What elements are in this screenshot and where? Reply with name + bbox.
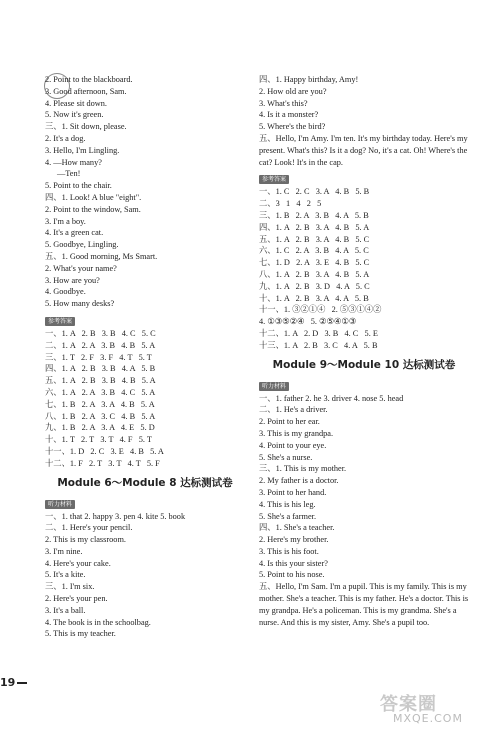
answer-row: 四、1. A 2. B 3. A 4. B 5. A: [259, 222, 370, 232]
text-line: 5. Where's the bird?: [259, 122, 326, 132]
text-line: 2. Here's my brother.: [259, 535, 329, 545]
text-line: 四、1. Happy birthday, Amy!: [259, 75, 359, 84]
text-line: 5. How many desks?: [45, 299, 115, 309]
text-line: 4. Here's your cake.: [45, 558, 111, 568]
answer-row: 八、1. B 2. A 3. C 4. B 5. A: [45, 411, 156, 421]
text-line: 五、1. Good morning, Ms Smart.: [45, 251, 158, 261]
text-line: 3. Hello, I'm Lingling.: [45, 145, 120, 155]
answer-row: 七、1. D 2. A 3. E 4. B 5. C: [259, 258, 370, 268]
text-line: 2. This is my classroom.: [45, 535, 126, 545]
answer-row: 十一、1. ③②①④ 2. ⑤③①④②: [259, 305, 382, 315]
text-line: 3. How are you?: [45, 275, 100, 285]
listening-badge: 听力材料: [45, 500, 75, 509]
text-line: 四、1. Look! A blue "eight".: [45, 192, 142, 202]
right-listening-lines-b: [259, 393, 469, 582]
text-line: 4. Is this your sister?: [259, 558, 328, 568]
text-line: 5. Point to the chair.: [45, 181, 112, 191]
right-listening-lines: [259, 74, 469, 133]
paragraph-sam: 五、Hello, I'm Sam. I'm a pupil. This is my family. This is my mother. She's a teacher. This is my father. He's a doctor. This is my grandpa. He's a policeman. This is my grandma. She's a nurse. And this is my sister, Amy. She's a pupil too.: [259, 582, 469, 627]
text-line: 2. Point to the blackboard.: [45, 75, 133, 84]
text-line: 三、1. This is my mother.: [259, 464, 347, 474]
answer-row: 三、1. B 2. A 3. B 4. A 5. B: [259, 210, 369, 220]
answer-row: 九、1. A 2. B 3. D 4. A 5. C: [259, 281, 370, 291]
listening-badge: 听力材料: [259, 382, 289, 391]
text-line: 四、1. She's a teacher.: [259, 523, 335, 533]
answer-row: 一、1. C 2. C 3. A 4. B 5. B: [259, 187, 370, 197]
page-number: 19: [0, 676, 27, 689]
answer-row: 十一、1. D 2. C 3. E 4. B 5. A: [45, 446, 164, 456]
text-line: 3. Good afternoon, Sam.: [45, 86, 127, 96]
left-listening-lines-b: [45, 511, 245, 641]
text-line: 5. It's a kite.: [45, 570, 86, 580]
text-line: 3. What's this?: [259, 98, 308, 108]
text-line: 5. She's a nurse.: [259, 452, 313, 462]
text-line: —Ten!: [57, 169, 81, 179]
text-line: 2. How old are you?: [259, 86, 327, 96]
answer-row: 六、1. C 2. A 3. B 4. A 5. C: [259, 246, 369, 256]
answer-row: 六、1. A 2. A 3. B 4. C 5. A: [45, 387, 156, 397]
text-line: 3. I'm a boy.: [45, 216, 86, 226]
answer-badge: 参考答案: [259, 175, 289, 184]
answer-row: 4. ①③⑤②④ 5. ②⑤④①③: [259, 317, 357, 327]
module-6-8-title: Module 6～Module 8 达标测试卷: [57, 476, 233, 489]
text-line: 4. It's a green cat.: [45, 228, 104, 238]
left-column: [45, 74, 245, 640]
text-line: 三、1. Sit down, please.: [45, 122, 127, 132]
answer-row: 十、1. A 2. B 3. A 4. A 5. B: [259, 293, 369, 303]
text-line: 2. Point to her ear.: [259, 417, 320, 427]
text-line: 4. Please sit down.: [45, 98, 107, 108]
text-line: 2. My father is a doctor.: [259, 476, 339, 486]
right-column: [259, 74, 469, 628]
text-line: 3. This is his foot.: [259, 546, 319, 556]
text-line: 3. This is my grandpa.: [259, 428, 334, 438]
text-line: 5. She's a farmer.: [259, 511, 317, 521]
text-line: 3. Point to her hand.: [259, 487, 327, 497]
answer-row: 五、1. A 2. B 3. B 4. B 5. A: [45, 376, 156, 386]
answer-row: 七、1. B 2. A 3. A 4. B 5. A: [45, 399, 155, 409]
text-line: 3. It's a ball.: [45, 605, 86, 615]
text-line: 4. Goodbye.: [45, 287, 86, 297]
text-line: 5. This is my teacher.: [45, 629, 116, 639]
text-line: 二、1. Here's your pencil.: [45, 523, 133, 533]
text-line: 二、1. He's a driver.: [259, 405, 328, 415]
text-line: 2. It's a dog.: [45, 133, 86, 143]
text-line: 3. I'm nine.: [45, 546, 83, 556]
watermark-logo: 答案圈: [380, 694, 437, 715]
answer-row: 三、1. T 2. F 3. F 4. T 5. T: [45, 352, 152, 362]
text-line: 2. Point to the window, Sam.: [45, 204, 141, 214]
left-answer-key: [45, 328, 245, 470]
text-line: 4. Point to your eye.: [259, 440, 327, 450]
right-answer-key: [259, 186, 469, 351]
answer-row: 十二、1. F 2. T 3. T 4. T 5. F: [45, 458, 160, 468]
answer-row: 九、1. B 2. A 3. A 4. E 5. D: [45, 423, 155, 433]
answer-row: 十三、1. A 2. B 3. C 4. A 5. B: [259, 340, 378, 350]
text-line: 4. This is his leg.: [259, 499, 316, 509]
text-line: 4. The book is in the schoolbag.: [45, 617, 151, 627]
answer-badge: 参考答案: [45, 317, 75, 326]
module-9-10-title: Module 9～Module 10 达标测试卷: [272, 358, 456, 371]
text-line: 5. Goodbye, Lingling.: [45, 240, 119, 250]
answer-row: 四、1. A 2. B 3. B 4. A 5. B: [45, 364, 156, 374]
text-line: 2. Here's your pen.: [45, 594, 108, 604]
watermark-url: MXQE.COM: [393, 712, 463, 725]
text-line: 一、1. father 2. he 3. driver 4. nose 5. head: [259, 393, 404, 403]
answer-row: 一、1. A 2. B 3. B 4. C 5. C: [45, 328, 156, 338]
answer-row: 二、3 1 4 2 5: [259, 199, 322, 209]
text-line: 5. Now it's green.: [45, 110, 104, 120]
text-line: 4. Is it a monster?: [259, 110, 319, 120]
text-line: 5. Point to his nose.: [259, 570, 325, 580]
text-line: 三、1. I'm six.: [45, 582, 95, 592]
answer-row: 十二、1. A 2. D 3. B 4. C 5. E: [259, 328, 378, 338]
answer-row: 十、1. T 2. T 3. T 4. F 5. T: [45, 435, 152, 445]
answer-row: 二、1. A 2. A 3. B 4. B 5. A: [45, 340, 156, 350]
answer-row: 八、1. A 2. B 3. A 4. B 5. A: [259, 269, 370, 279]
paragraph-amy: 五、Hello, I'm Amy. I'm ten. It's my birthday today. Here's my present. What's this? Is it a dog? No, it's a cat. Oh! Where's the cat? Look! It's in the cap.: [259, 133, 468, 167]
answer-row: 五、1. A 2. B 3. A 4. B 5. C: [259, 234, 370, 244]
text-line: 2. What's your name?: [45, 263, 117, 273]
text-line: 一、1. that 2. happy 3. pen 4. kite 5. book: [45, 511, 186, 521]
text-line: 4. —How many?: [45, 157, 102, 167]
left-listening-lines: [45, 74, 245, 310]
